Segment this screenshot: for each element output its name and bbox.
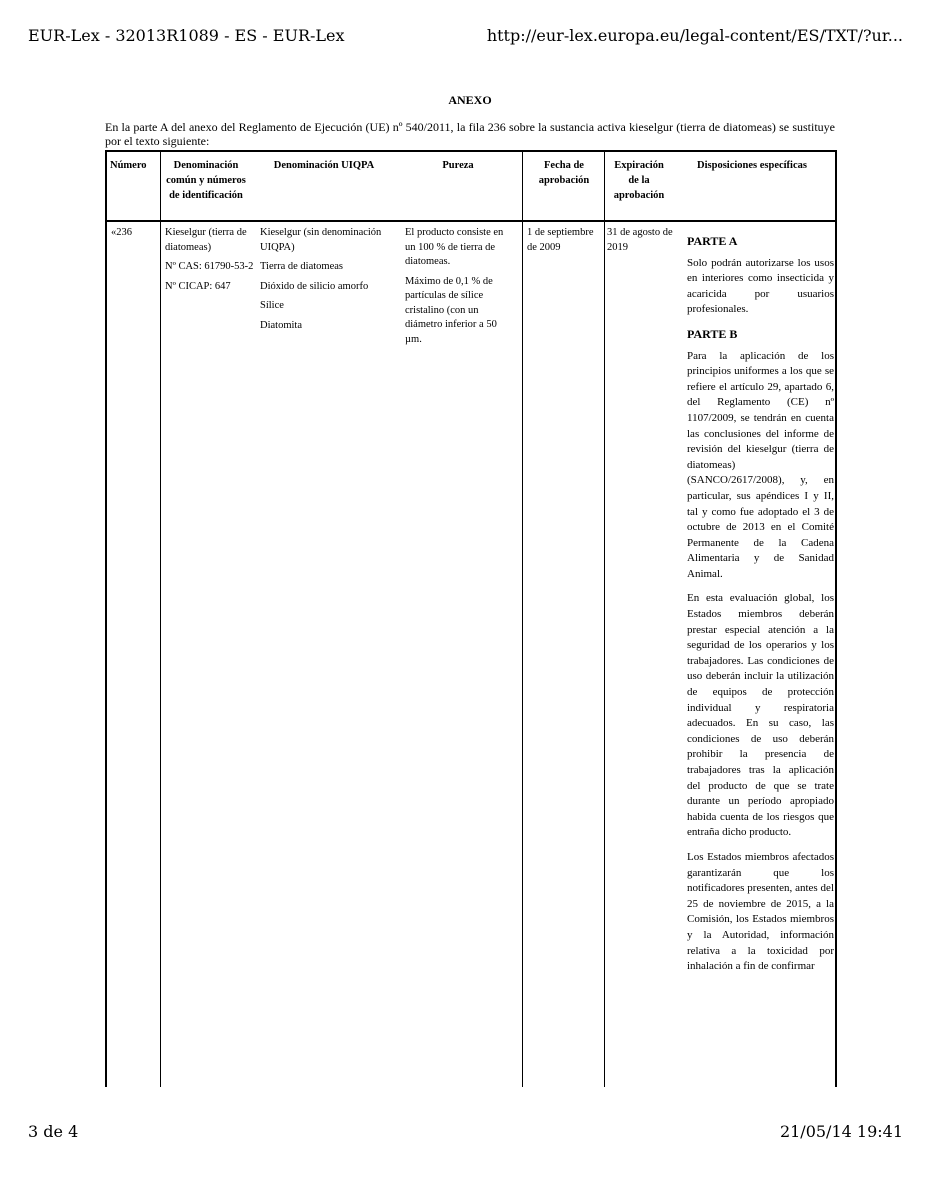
print-datetime: 21/05/14 19:41	[779, 1122, 903, 1141]
parte-b-paragraph: Los Estados miembros afectados garantizarán que los notificadores presenten, antes del 25 de noviembre de 2015, a la Comisión, los Estados miembros y la Autoridad, información relativa a la toxicidad por inhalación a fin de confirmar	[687, 850, 834, 973]
column-divider	[604, 152, 605, 1087]
header-divider	[107, 220, 835, 222]
header-disposiciones: Disposiciones específicas	[697, 160, 807, 171]
header-pureza: Pureza	[442, 160, 474, 171]
intro-paragraph: En la parte A del anexo del Reglamento de Ejecución (UE) nº 540/2011, la fila 236 sobre la sustancia activa kieselgur (tierra de diatomeas) se sustituye por el texto siguiente:	[105, 120, 835, 148]
uiqpa-line: Diatomita	[260, 319, 302, 331]
header-fecha: Fecha de aprobación	[538, 160, 590, 186]
cicap-number: Nº CICAP: 647	[165, 280, 231, 292]
parte-b-paragraph: En esta evaluación global, los Estados miembros deberán prestar especial atención a la seguridad de los operarios y los trabajadores. Las condiciones de uso deberán incluir la utilización de equipos de protección individual y respiratoria adecuados. En su caso, las condiciones de uso deberán prohibir la presencia de trabajadores tras la aplicación del producto de que se trate durante un período apropiado habida cuenta de los riesgos que entraña dicho producto.	[687, 592, 834, 839]
parte-a-text: Solo podrán autorizarse los usos en interiores como insecticida y acaricida por usuarios profesionales.	[687, 256, 834, 316]
uiqpa-line: Tierra de diatomeas	[260, 261, 344, 272]
parte-b-paragraph: Para la aplicación de los principios uniformes a los que se refiere el artículo 29, apartado 6, del Reglamento (CE) nº 1107/2009, se tendrán en cuenta las conclusiones del informe de revisión del kieselgur (tierra de diatomeas) (SANCO/2617/2008), y, en particular, sus apéndices I y II, tal y como fue adoptado el 3 de octubre de 2013 en el Comité Permanente de la Cadena Alimentaria y de Sanidad Animal.	[687, 349, 834, 580]
header-numero: Número	[110, 160, 147, 171]
header-expiracion: Expiración de la aprobación	[613, 160, 665, 201]
parte-b-title: PARTE B	[687, 326, 738, 341]
cell-expiracion: 31 de agosto de 2019	[607, 227, 673, 253]
header-uiqpa: Denominación UIQPA	[273, 160, 375, 171]
annex-title: ANEXO	[448, 93, 492, 107]
cas-number: Nº CAS: 61790-53-2	[165, 261, 254, 272]
cell-disposiciones	[687, 234, 834, 1087]
browser-page-title: EUR-Lex - 32013R1089 - ES - EUR-Lex	[28, 26, 345, 45]
header-denominacion: Denominación común y números de identificación	[166, 160, 246, 201]
annex-table	[105, 150, 837, 1087]
uiqpa-line: Dióxido de silicio amorfo	[260, 280, 369, 292]
cell-numero: «236	[111, 227, 132, 238]
purity-line: Máximo de 0,1 % de partículas de sílice cristalino (con un diámetro inferior a 50 µm.	[405, 275, 497, 345]
cell-uiqpa	[260, 226, 394, 338]
uiqpa-line: Kieselgur (sin denominación UIQPA)	[260, 227, 382, 253]
uiqpa-line: Sílice	[260, 300, 284, 311]
page-number: 3 de 4	[28, 1122, 79, 1141]
column-divider	[522, 152, 523, 1087]
cell-denominacion	[165, 226, 259, 299]
purity-line: El producto consiste en un 100 % de tierra de diatomeas.	[405, 227, 504, 267]
cell-fecha: 1 de septiembre de 2009	[527, 227, 594, 253]
page-url: http://eur-lex.europa.eu/legal-content/ES/TXT/?ur...	[486, 26, 903, 45]
parte-a-title: PARTE A	[687, 234, 738, 248]
substance-name: Kieselgur (tierra de diatomeas)	[165, 227, 247, 253]
cell-pureza	[405, 226, 513, 352]
column-divider	[160, 152, 161, 1087]
